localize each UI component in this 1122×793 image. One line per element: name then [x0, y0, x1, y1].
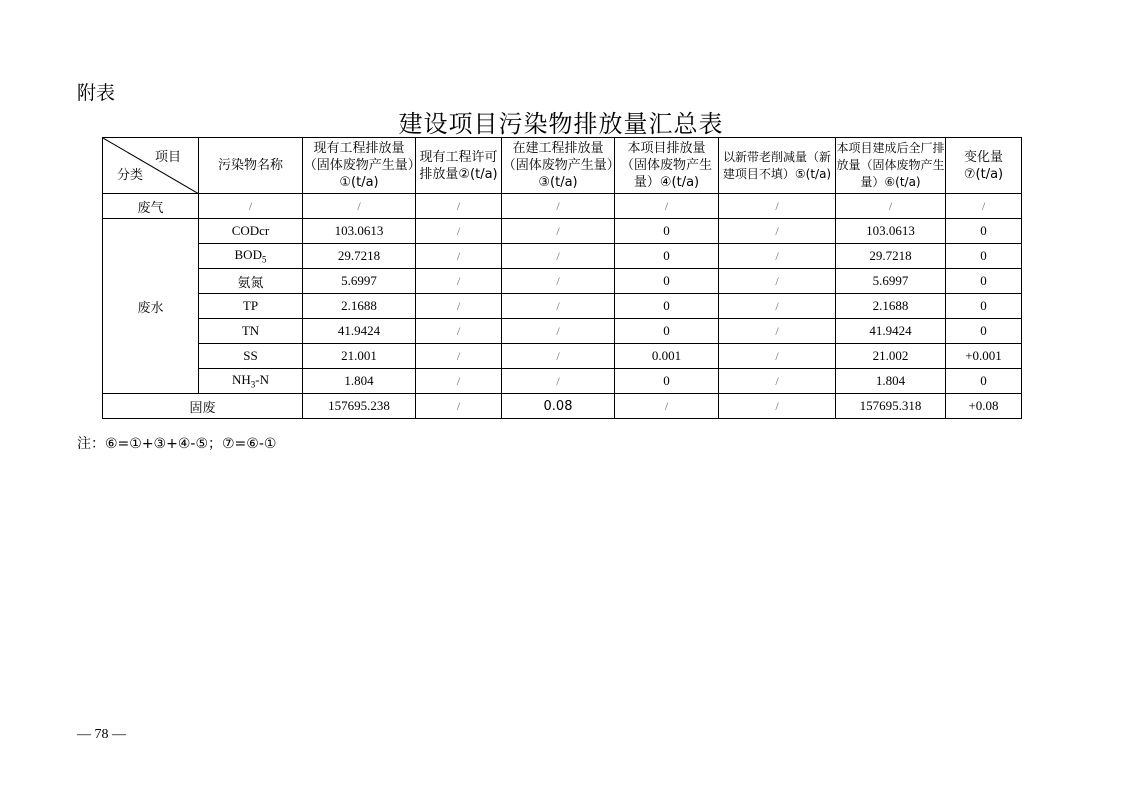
emission-summary-table	[102, 137, 1022, 419]
table-cell: 0	[615, 269, 719, 294]
table-row	[103, 369, 1022, 394]
table-cell: /	[416, 269, 502, 294]
table-cell: 0	[946, 294, 1022, 319]
col-existing-emission: 现有工程排放量（固体废物产生量）①(t/a)	[303, 138, 416, 194]
table-cell: /	[719, 344, 836, 369]
pollutant-name: TN	[199, 319, 303, 344]
table-row	[103, 344, 1022, 369]
table-cell: /	[502, 369, 615, 394]
table-cell: /	[502, 269, 615, 294]
solid-waste-category: 固废	[103, 394, 303, 419]
table-cell: 1.804	[836, 369, 946, 394]
table-cell: 157695.238	[303, 394, 416, 419]
table-cell: /	[836, 194, 946, 219]
table-cell: /	[416, 194, 502, 219]
table-cell: /	[416, 244, 502, 269]
table-cell: 0	[946, 244, 1022, 269]
table-cell: /	[502, 244, 615, 269]
pollutant-name: 氨氮	[199, 269, 303, 294]
col-change: 变化量⑦(t/a)	[946, 138, 1022, 194]
table-cell: 41.9424	[303, 319, 416, 344]
table-title: 建设项目污染物排放量汇总表	[398, 110, 724, 138]
appendix-label: 附表	[77, 82, 116, 104]
table-cell: /	[303, 194, 416, 219]
table-cell: 0	[615, 219, 719, 244]
table-row	[103, 219, 1022, 244]
table-cell: 5.6997	[303, 269, 416, 294]
table-cell: 0	[946, 219, 1022, 244]
table-cell: /	[199, 194, 303, 219]
table-cell: 2.1688	[303, 294, 416, 319]
col-after-completion: 本项目建成后全厂排放量（固体废物产生量）⑥(t/a)	[836, 138, 946, 194]
table-cell: +0.08	[946, 394, 1022, 419]
table-cell: 29.7218	[303, 244, 416, 269]
table-cell: /	[719, 319, 836, 344]
table-cell: 1.804	[303, 369, 416, 394]
table-row	[103, 269, 1022, 294]
table-cell: /	[502, 294, 615, 319]
table-cell: /	[502, 219, 615, 244]
table-cell: 21.001	[303, 344, 416, 369]
table-cell: /	[416, 319, 502, 344]
header-row	[103, 138, 1022, 194]
table-cell: +0.001	[946, 344, 1022, 369]
table-cell: 0	[946, 319, 1022, 344]
table-cell: /	[719, 394, 836, 419]
table-cell: /	[615, 394, 719, 419]
table-row	[103, 319, 1022, 344]
table-row	[103, 294, 1022, 319]
table-row	[103, 244, 1022, 269]
table-cell: 103.0613	[836, 219, 946, 244]
col-existing-permit: 现有工程许可排放量②(t/a)	[416, 138, 502, 194]
pollutant-name	[199, 369, 303, 394]
col-reduction: 以新带老削减量（新建项目不填）⑤(t/a)	[719, 138, 836, 194]
col-under-construction: 在建工程排放量（固体废物产生量）③(t/a)	[502, 138, 615, 194]
pollutant-name: TP	[199, 294, 303, 319]
corner-top-label: 项目	[154, 150, 181, 165]
table-cell: /	[719, 244, 836, 269]
pollutant-name-subscript: 3	[250, 379, 256, 390]
table-cell: 0.08	[502, 394, 615, 419]
table-cell: 0	[946, 269, 1022, 294]
table-cell: /	[719, 194, 836, 219]
col-this-project: 本项目排放量（固体废物产生量）④(t/a)	[615, 138, 719, 194]
table-cell: /	[416, 294, 502, 319]
waste-water-category: 废水	[103, 219, 199, 394]
table-cell: /	[502, 194, 615, 219]
table-cell: /	[615, 194, 719, 219]
table-cell: 0	[615, 294, 719, 319]
pollutant-name-main: BOD	[234, 247, 262, 263]
solid-waste-row	[103, 394, 1022, 419]
pollutant-name: SS	[199, 344, 303, 369]
table-cell: 0	[946, 369, 1022, 394]
table-cell: 2.1688	[836, 294, 946, 319]
table-cell: /	[416, 369, 502, 394]
table-cell: /	[719, 269, 836, 294]
page-number: — 78 —	[77, 727, 126, 742]
table-cell: /	[416, 219, 502, 244]
col-pollutant-name: 污染物名称	[199, 138, 303, 194]
table-cell: /	[946, 194, 1022, 219]
table-cell: 41.9424	[836, 319, 946, 344]
table-cell: /	[719, 369, 836, 394]
table-cell: 0	[615, 369, 719, 394]
pollutant-name-tail: -N	[255, 372, 269, 388]
table-cell: 103.0613	[303, 219, 416, 244]
waste-gas-row	[103, 194, 1022, 219]
waste-gas-category: 废气	[103, 194, 199, 219]
corner-bottom-label: 分类	[117, 168, 144, 183]
table-cell: /	[719, 294, 836, 319]
pollutant-name-main: NH	[232, 372, 251, 388]
table-cell: /	[502, 319, 615, 344]
table-cell: 0.001	[615, 344, 719, 369]
pollutant-name: CODcr	[199, 219, 303, 244]
table-cell: /	[719, 219, 836, 244]
table-cell: /	[416, 344, 502, 369]
table-cell: 0	[615, 319, 719, 344]
table-cell: 5.6997	[836, 269, 946, 294]
table-cell: 157695.318	[836, 394, 946, 419]
table-cell: 0	[615, 244, 719, 269]
pollutant-name-subscript: 5	[261, 254, 267, 265]
table-cell: 29.7218	[836, 244, 946, 269]
table-cell: /	[416, 394, 502, 419]
table-note: 注：⑥=①+③+④-⑤；⑦=⑥-①	[77, 436, 277, 452]
table-cell: /	[502, 344, 615, 369]
corner-header	[103, 138, 199, 194]
table-cell: 21.002	[836, 344, 946, 369]
pollutant-name	[199, 244, 303, 269]
